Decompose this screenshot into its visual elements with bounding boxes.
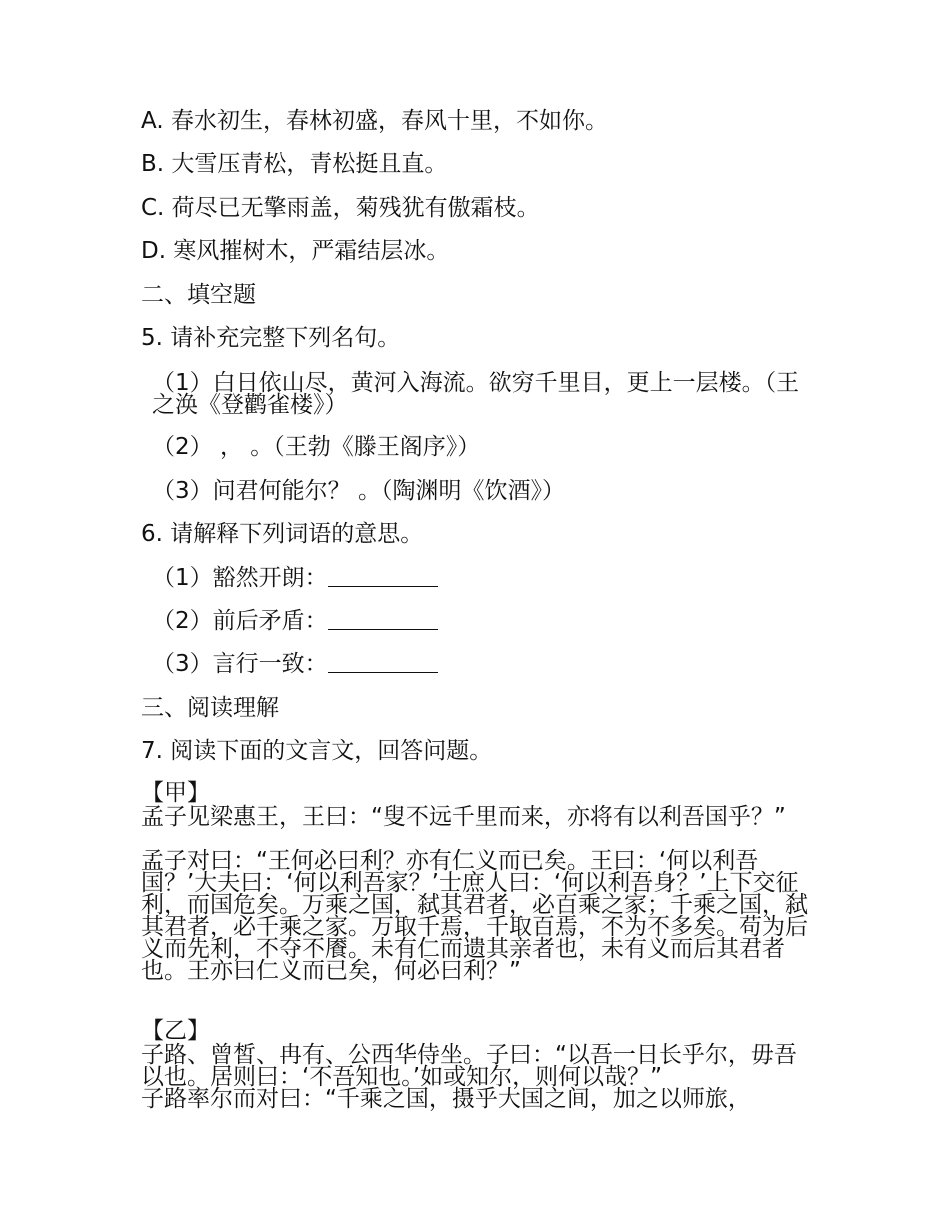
passage-yi-paragraph-2: 子路率尔而对曰：“千乘之国，摄乎大国之间，加之以师旅， <box>141 1086 751 1112</box>
passage-jia-paragraph-1: 孟子见梁惠王，王曰：“叟不远千里而来，亦将有以利吾国乎？” <box>141 804 786 830</box>
section-title-fill-blank: 二、填空题 <box>141 282 256 308</box>
question-6-item-2-text: （2）前后矛盾： <box>152 608 328 634</box>
option-d: D. 寒风摧树木，严霜结层冰。 <box>141 238 450 264</box>
passage-jia-paragraph-2: 孟子对曰：“王何必曰利？亦有仁义而已矣。王曰：‘何以利吾国？’大夫曰：‘何以利吾家？’士庶人曰：‘何以利吾身？’上下交征利，而国危矣。万乘之国，弑其君者，必百乘之家；千乘之国，弑其君者，必千乘之家。万取千焉，千取百焉，不为不多矣。苟为后义而先利，不夺不餍。未有仁而遗其亲者也，未有义而后其君者也。王亦曰仁义而已矣，何必曰利？” <box>141 848 808 984</box>
answer-blank-1[interactable] <box>328 566 438 587</box>
section-title-reading: 三、阅读理解 <box>141 695 279 721</box>
option-b: B. 大雪压青松，青松挺且直。 <box>141 151 448 177</box>
answer-blank-2[interactable] <box>328 609 438 630</box>
option-c: C. 荷尽已无擎雨盖，菊残犹有傲霜枝。 <box>141 195 540 221</box>
question-6-item-3 <box>152 649 438 679</box>
answer-blank-3[interactable] <box>328 652 438 673</box>
passage-jia-label: 【甲】 <box>141 780 210 806</box>
question-5-item-1: （1）白日依山尽，黄河入海流。欲穷千里目，更上一层楼。（王之涣《登鹳雀楼》） <box>152 370 800 418</box>
question-6-stem: 6. 请解释下列词语的意思。 <box>141 521 424 547</box>
question-7-stem: 7. 阅读下面的文言文，回答问题。 <box>141 738 493 764</box>
question-5-stem: 5. 请补充完整下列名句。 <box>141 325 401 351</box>
option-a: A. 春水初生，春林初盛，春风十里，不如你。 <box>141 108 608 134</box>
question-5-item-2: （2） ， 。（王勃《滕王阁序》） <box>152 434 481 460</box>
passage-yi-label: 【乙】 <box>141 1018 210 1044</box>
question-6-item-2 <box>152 606 438 636</box>
question-6-item-3-text: （3）言行一致： <box>152 651 328 677</box>
question-5-item-3: （3）问君何能尔？ 。（陶渊明《饮酒》） <box>152 478 565 504</box>
question-6-item-1 <box>152 563 438 593</box>
question-6-item-1-text: （1）豁然开朗： <box>152 565 328 591</box>
passage-yi-paragraph-1: 子路、曾皙、冉有、公西华侍坐。子曰：“以吾一日长乎尔，毋吾以也。居则曰：‘不吾知也。’如或知尔，则何以哉？” <box>141 1042 797 1090</box>
